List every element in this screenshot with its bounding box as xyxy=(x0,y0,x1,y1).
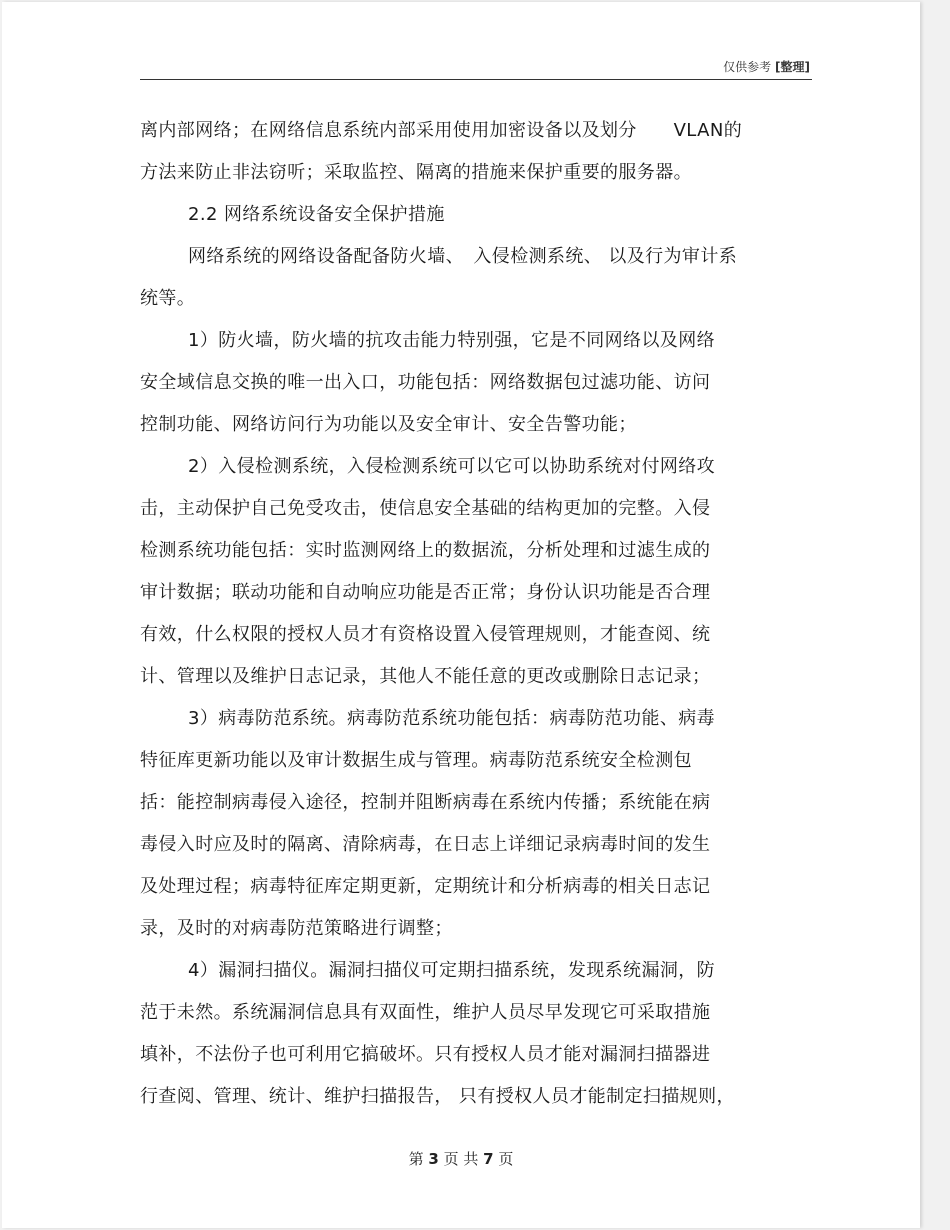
body-line: 行查阅、管理、统计、维护扫描报告， 只有授权人员才能制定扫描规则， xyxy=(140,1086,735,1107)
footer-mid: 页 共 xyxy=(443,1150,479,1168)
body-line: 统等。 xyxy=(140,288,196,309)
body-line: 括：能控制病毒侵入途径，控制并阻断病毒在系统内传播；系统能在病 xyxy=(140,792,711,813)
body-line: 2）入侵检测系统，入侵检测系统可以它可以协助系统对付网络攻 xyxy=(188,456,716,477)
body-line: 计、管理以及维护日志记录，其他人不能任意的更改或删除日志记录； xyxy=(140,666,711,687)
body-line: 审计数据；联动功能和自动响应功能是否正常；身份认识功能是否合理 xyxy=(140,582,711,603)
body-line: 有效，什么权限的授权人员才有资格设置入侵管理规则，才能查阅、统 xyxy=(140,624,711,645)
header-rule xyxy=(140,79,812,80)
footer-prefix: 第 xyxy=(408,1150,424,1168)
body-line: 安全域信息交换的唯一出入口，功能包括：网络数据包过滤功能、访问 xyxy=(140,372,711,393)
body-line: 范于未然。系统漏洞信息具有双面性，维护人员尽早发现它可采取措施 xyxy=(140,1002,711,1023)
body-line: 网络系统的网络设备配备防火墙、 入侵检测系统、 以及行为审计系 xyxy=(188,246,738,267)
body-line: 及处理过程；病毒特征库定期更新，定期统计和分析病毒的相关日志记 xyxy=(140,876,711,897)
body-line: 录，及时的对病毒防范策略进行调整； xyxy=(140,918,453,939)
body-line: 离内部网络；在网络信息系统内部采用使用加密设备以及划分 VLAN的 xyxy=(140,120,743,141)
body-line: 方法来防止非法窃听；采取监控、隔离的措施来保护重要的服务器。 xyxy=(140,162,692,183)
body-line: 毒侵入时应及时的隔离、清除病毒，在日志上详细记录病毒时间的发生 xyxy=(140,834,711,855)
body-line: 填补，不法份子也可利用它搞破坏。只有授权人员才能对漏洞扫描器进 xyxy=(140,1044,711,1065)
header-text: 仅供参考 xyxy=(723,60,772,74)
body-line: 控制功能、网络访问行为功能以及安全审计、安全告警功能； xyxy=(140,414,637,435)
section-heading: 2.2 网络系统设备安全保护措施 xyxy=(188,204,445,225)
footer-current-page: 3 xyxy=(428,1150,439,1168)
body-line: 1）防火墙，防火墙的抗攻击能力特别强，它是不同网络以及网络 xyxy=(188,330,716,351)
body-line: 检测系统功能包括：实时监测网络上的数据流，分析处理和过滤生成的 xyxy=(140,540,711,561)
footer-suffix: 页 xyxy=(498,1150,514,1168)
body-line: 4）漏洞扫描仪。漏洞扫描仪可定期扫描系统，发现系统漏洞，防 xyxy=(188,960,716,981)
document-page xyxy=(2,2,920,1228)
body-line: 3）病毒防范系统。病毒防范系统功能包括：病毒防范功能、病毒 xyxy=(188,708,716,729)
page-footer xyxy=(2,1148,920,1169)
footer-total-pages: 7 xyxy=(483,1150,494,1168)
body-line: 击，主动保护自己免受攻击，使信息安全基础的结构更加的完整。入侵 xyxy=(140,498,711,519)
page-header xyxy=(723,58,810,75)
header-bracket: [整理] xyxy=(775,60,810,74)
body-line: 特征库更新功能以及审计数据生成与管理。病毒防范系统安全检测包 xyxy=(140,750,692,771)
